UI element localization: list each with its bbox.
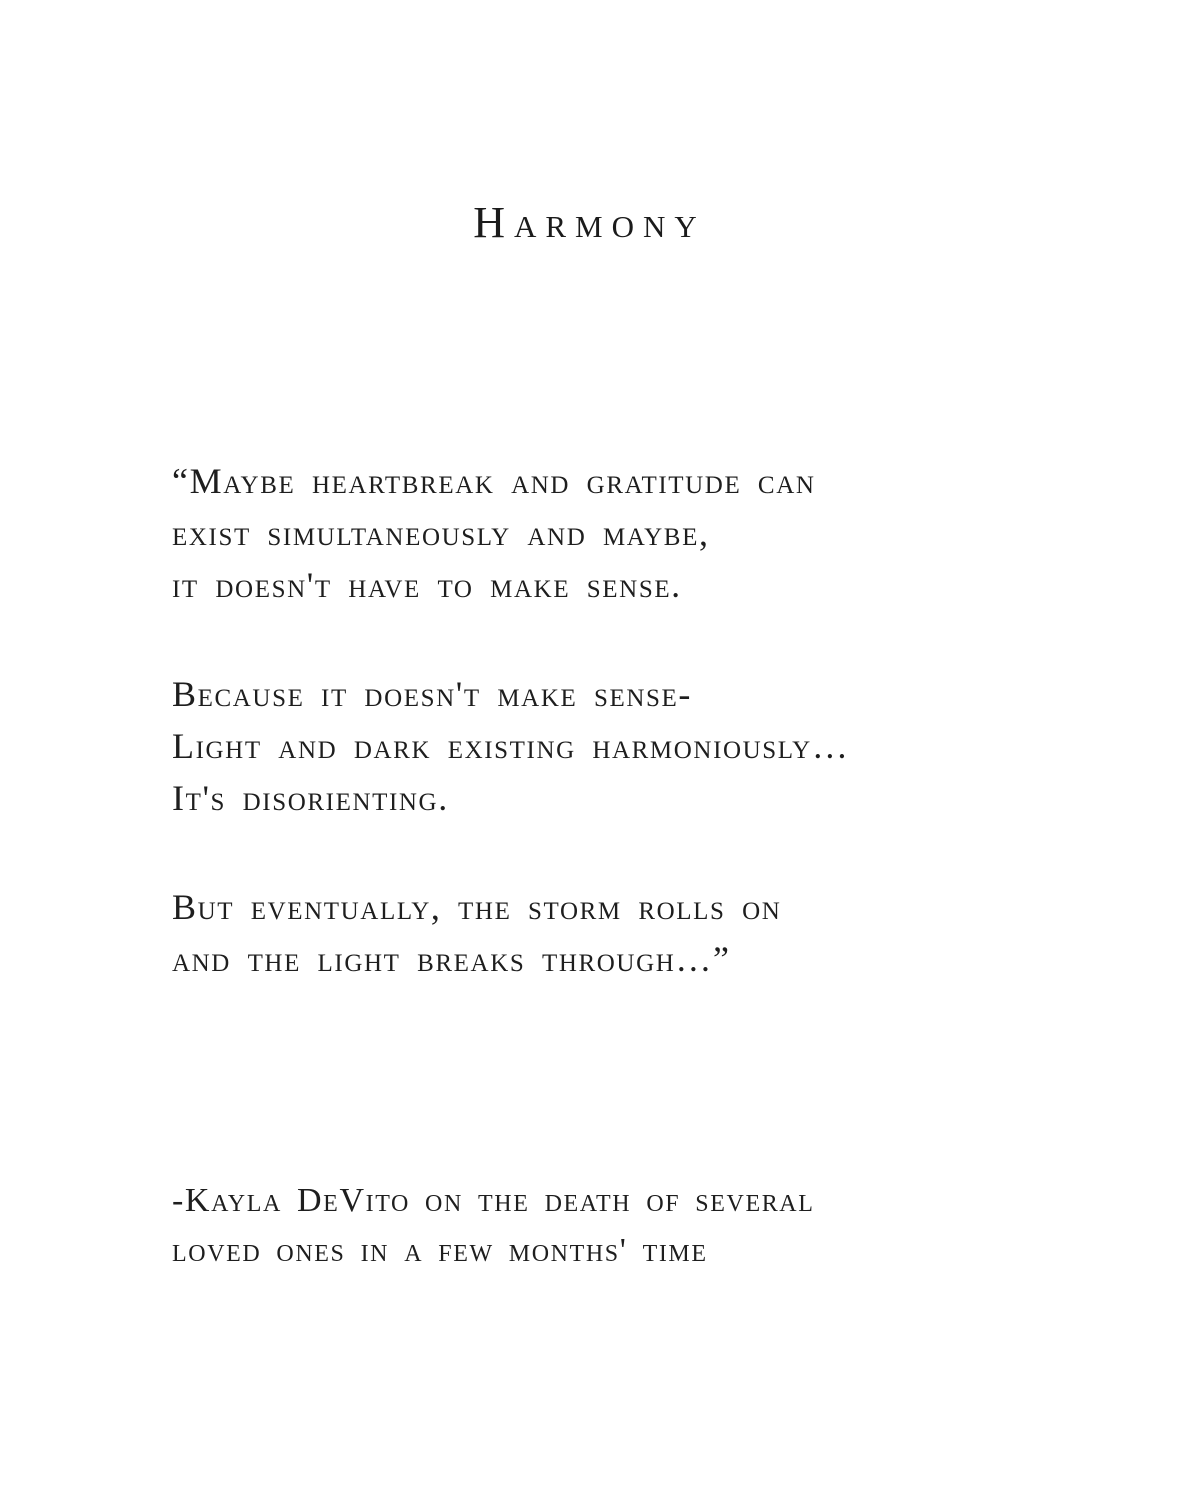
attribution <box>172 1176 1099 1276</box>
stanza-1 <box>172 455 1099 611</box>
poem-line: Light and dark existing harmoniously… <box>172 726 850 766</box>
attribution-line: -Kayla DeVito on the death of several <box>172 1182 815 1219</box>
attribution-line: loved ones in a few months' time <box>172 1232 708 1269</box>
poem-line: “Maybe heartbreak and gratitude can <box>172 461 816 501</box>
poem-line: and the light breaks through…” <box>172 939 731 979</box>
poem-line: But eventually, the storm rolls on <box>172 887 782 927</box>
poem-body <box>172 455 1099 1042</box>
poem-title: Harmony <box>473 198 706 247</box>
poem-line: Because it doesn't make sense- <box>172 674 692 714</box>
poem-line: it doesn't have to make sense. <box>172 565 682 605</box>
poem-line: exist simultaneously and maybe, <box>172 513 710 553</box>
stanza-3 <box>172 881 1099 985</box>
poem-line: It's disorienting. <box>172 778 449 818</box>
stanza-2 <box>172 668 1099 824</box>
